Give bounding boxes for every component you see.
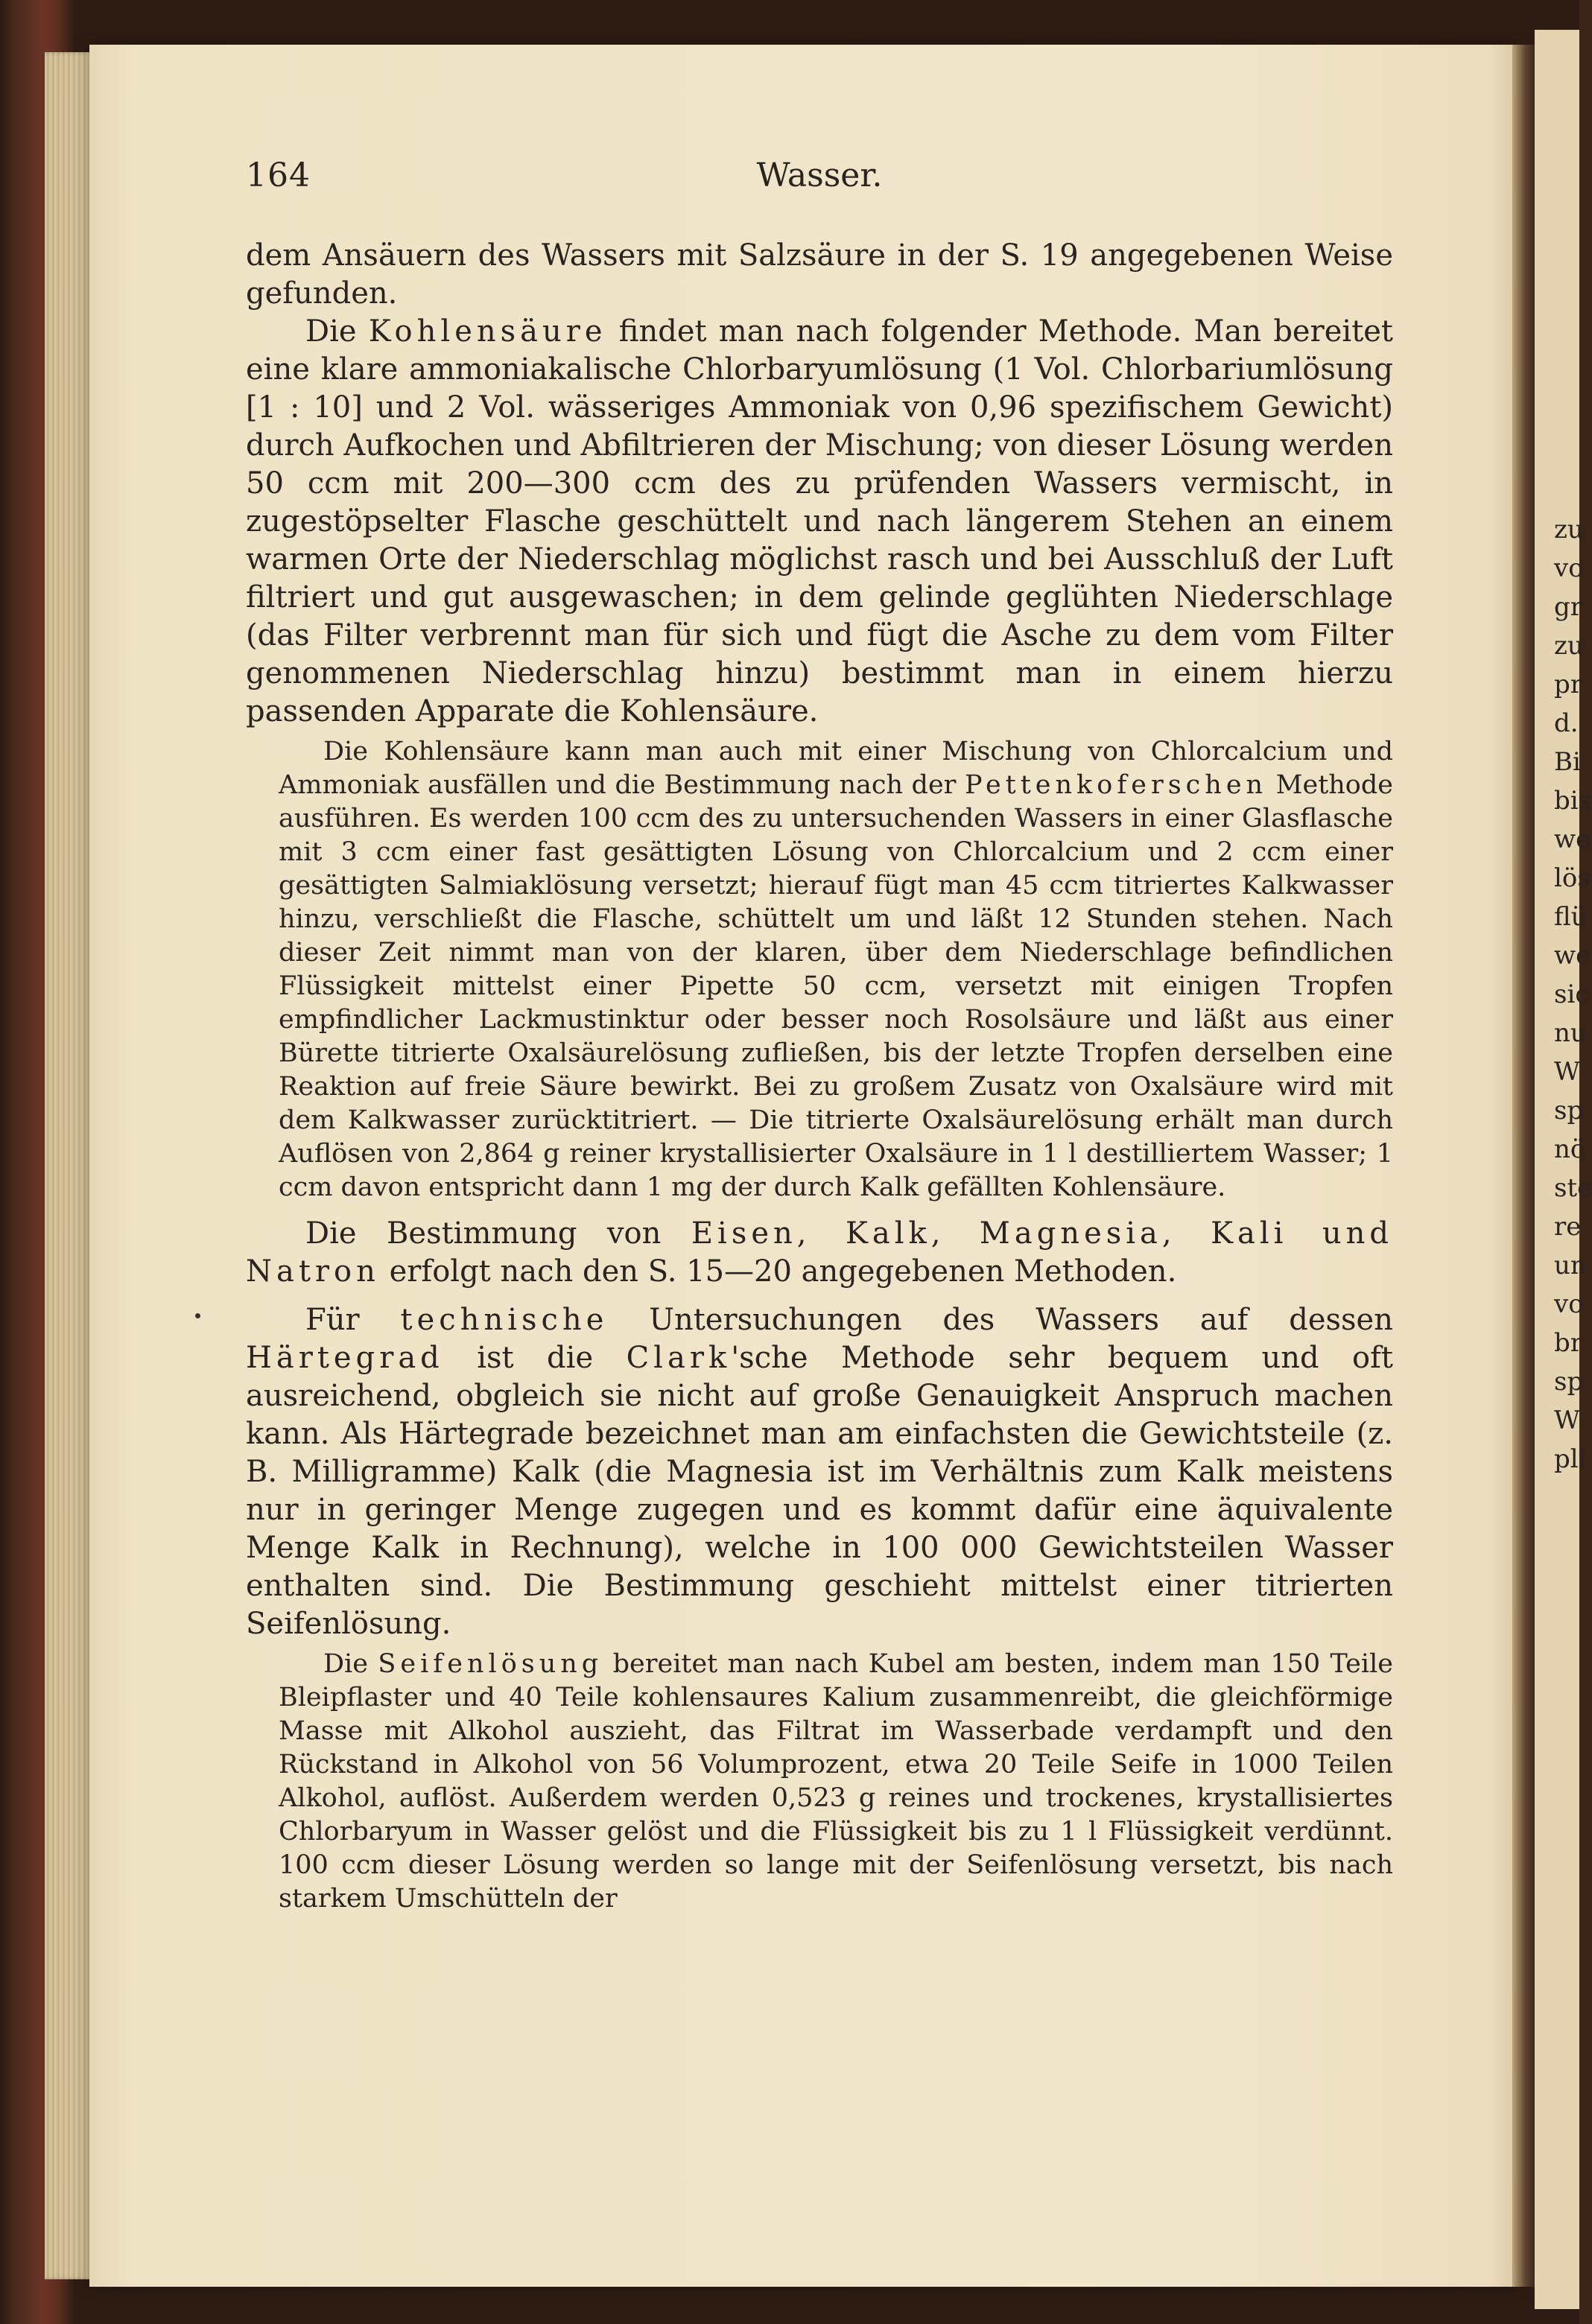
next-page-fragment: d.: [1554, 708, 1579, 738]
paragraph-text: 'sche Methode sehr bequem und oft ausreichend, obgleich sie nicht auf große Genauigkeit Anspruch machen kann. Als Härtegrade bezeichnet man am einfachsten die Gewichtsteile (z. B. Milligramme) Kalk (die Magnesia ist im Verhältnis zum Kalk meistens nur in geringer Menge zugegen und es kommt dafür eine äquivalente Menge Kalk in Rechnung), welche in 100 000 Gewichtsteilen Wasser enthalten sind. Die Bestimmung geschieht mittelst einer titrierten Seifenlösung.: [246, 1341, 1393, 1641]
term-clark: Clark: [626, 1341, 732, 1375]
paragraph-text: Untersuchungen des Wassers auf dessen: [608, 1303, 1393, 1337]
next-page-fragment: we: [1554, 825, 1591, 854]
next-page-fragment: W: [1554, 1406, 1580, 1435]
paragraph-lead: Die: [323, 1649, 378, 1679]
paragraph-seifenloesung: [279, 1648, 1393, 1916]
ink-speck: [195, 1313, 200, 1318]
next-page-fragment: re: [1554, 1212, 1582, 1242]
paragraph-lead: Die Bestimmung von: [305, 1216, 691, 1251]
next-page-fragment: flü: [1554, 902, 1588, 932]
paragraph-text: findet man nach folgender Methode. Man bereitet eine klare ammoniakalische Chlorbaryumlösung (1 Vol. Chlorbariumlösung [1 : 10] und 2 Vol. wässeriges Ammoniak von 0,96 spezifischem Gewicht) durch Aufkochen und Abfiltrieren der Mischung; von dieser Lösung werden 50 ccm mit 200—300 ccm des zu prüfenden Wassers vermischt, in zugestöpselter Flasche geschüttelt und nach längerem Stehen an einem warmen Orte der Niederschlag möglichst rasch und bei Ausschluß der Luft filtriert und gut ausgewaschen; in dem gelinde geglühten Niederschlage (das Filter verbrennt man für sich und fügt die Asche zu dem vom Filter genommenen Niederschlag hinzu) bestimmt man in einem hierzu passenden Apparate die Kohlensäure.: [246, 314, 1394, 728]
next-page-fragment: zu: [1554, 631, 1584, 661]
term-pettenkofer: Pettenkoferschen: [964, 770, 1268, 800]
next-page-fragment: W: [1554, 1057, 1580, 1087]
paragraph-haertegrad: [246, 1301, 1393, 1643]
next-page-fragment: pli: [1554, 1444, 1587, 1474]
term-metals: Eisen, Kalk, Magnesia, Kali und Natron: [246, 1216, 1393, 1289]
next-page-fragment: un: [1554, 1251, 1587, 1280]
page-number: 164: [246, 156, 311, 194]
paragraph-text: bereitet man nach Kubel am besten, indem man 150 Teile Bleipflaster und 40 Teile kohlensaures Kalium zusammenreibt, die gleichförmige Masse mit Alkohol auszieht, das Filtrat im Wasserbade verdampft und den Rückstand in Alkohol von 56 Volumprozent, etwa 20 Teile Seife in 1000 Teilen Alkohol, auflöst. Außerdem werden 0,523 g reines und trockenes, krystallisiertes Chlorbaryum in Wasser gelöst und die Flüssigkeit bis zu 1 l Flüssigkeit verdünnt. 100 ccm dieser Lösung werden so lange mit der Seifenlösung versetzt, bis nach starkem Umschütteln der: [279, 1649, 1393, 1914]
paragraph-lead: Die: [305, 314, 369, 349]
next-page-strip: [1535, 30, 1592, 2309]
next-page-fragment: pr: [1554, 670, 1583, 699]
paragraph-metals: [246, 1215, 1393, 1291]
next-page-fragment: ste: [1554, 1173, 1592, 1203]
page-body: [246, 237, 1393, 1916]
running-title: Wasser.: [756, 156, 883, 194]
page-header: [246, 156, 1393, 201]
term-haertegrad: Härtegrad: [246, 1341, 444, 1375]
paragraph-text: ist die: [443, 1341, 627, 1375]
next-page-fragment: gr: [1554, 592, 1583, 622]
next-page-fragment: we: [1554, 941, 1591, 971]
book-gutter: [1512, 45, 1535, 2287]
term-seifenloesung: Seifenlösung: [378, 1649, 603, 1679]
next-page-fragment: vo: [1554, 1289, 1584, 1319]
next-page-fragment: nö: [1554, 1134, 1586, 1164]
term-kohlensaeure: Kohlensäure: [368, 314, 607, 349]
paragraph-text: Methode ausführen. Es werden 100 ccm des zu untersuchenden Wassers in einer Glasflasche mit 3 ccm einer fast gesättigten Lösung von Chlorcalcium und 2 ccm einer gesättigten Salmiaklösung versetzt; hierauf fügt man 45 ccm titriertes Kalkwasser hinzu, verschließt die Flasche, schüttelt um und läßt 12 Stunden stehen. Nach dieser Zeit nimmt man von der klaren, über dem Niederschlage befindlichen Flüssigkeit mittelst einer Pipette 50 ccm, versetzt mit einigen Tropfen empfindlicher Lackmustinktur oder besser noch Rosolsäure und läßt aus einer Bürette titrierte Oxalsäurelösung zufließen, bis der letzte Tropfen derselben eine Reaktion auf freie Säure bewirkt. Bei zu großem Zusatz von Oxalsäure wird mit dem Kalkwasser zurücktitriert. — Die titrierte Oxalsäurelösung erhält man durch Auflösen von 2,864 g reiner krystallisierter Oxalsäure in 1 l destilliertem Wasser; 1 ccm davon entspricht dann 1 mg der durch Kalk gefällten Kohlensäure.: [279, 770, 1393, 1202]
next-page-fragment: Bi: [1554, 747, 1581, 777]
next-page-fragment: vo: [1554, 553, 1584, 583]
next-page-fragment: lös: [1554, 863, 1591, 893]
next-page-fragment: nu: [1554, 1018, 1587, 1048]
next-page-fragment: br: [1554, 1328, 1583, 1358]
paragraph-lead: Die Kohlensäure kann man auch mit einer Mischung von Chlorcalcium und Ammoniak ausfällen und die Bestimmung nach der: [279, 737, 1393, 800]
term-technische: technische: [400, 1303, 609, 1337]
paragraph-lead: Für: [305, 1303, 401, 1337]
paragraph-text: erfolgt nach den S. 15—20 angegebenen Methoden.: [379, 1254, 1177, 1289]
next-page-fragment: sp: [1554, 1096, 1584, 1126]
paragraph-pettenkofer: [279, 735, 1393, 1204]
paragraph-kohlensaeure: [246, 313, 1393, 731]
paragraph-continuation: dem Ansäuern des Wassers mit Salzsäure in der S. 19 angegebenen Weise gefunden.: [246, 238, 1393, 311]
next-page-fragment: sp: [1554, 1367, 1584, 1397]
next-page-fragment: bis: [1554, 786, 1592, 816]
next-page-fragment: zu: [1554, 515, 1584, 545]
next-page-fragment: sic: [1554, 980, 1590, 1009]
